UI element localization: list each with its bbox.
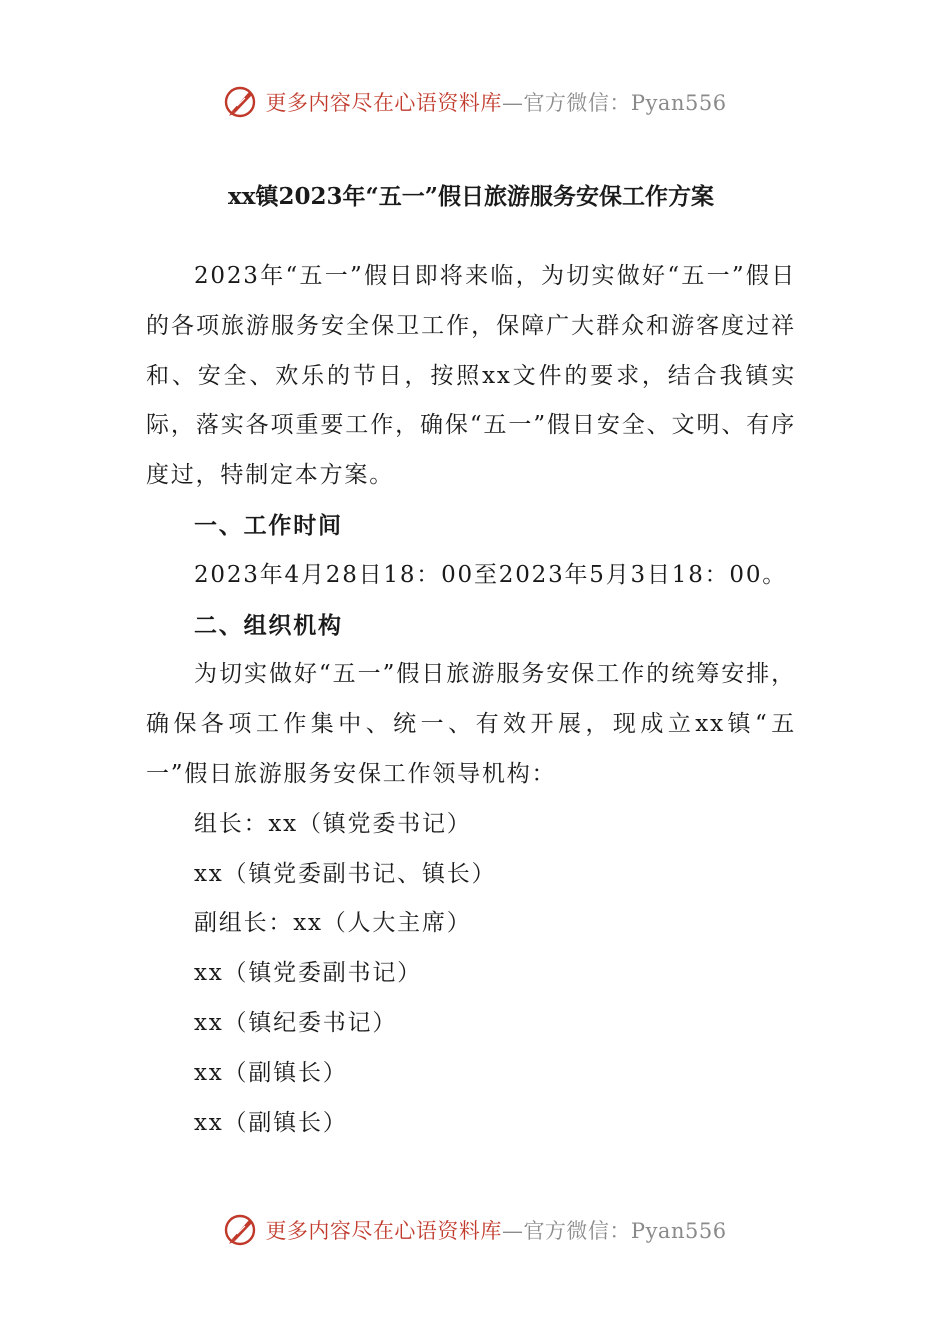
banner-text-red: 更多内容尽在心语资料库 [265,1219,502,1243]
member-line: 副组长：xx（人大主席） [194,910,472,937]
header-watermark-banner [0,84,950,120]
member-line: xx（镇党委副书记） [194,960,422,987]
quill-pen-logo-icon [223,1212,259,1248]
member-line: xx（镇党委副书记、镇长） [194,860,497,887]
intro-paragraph: 2023年“五一”假日即将来临，为切实做好“五一”假日的各项旅游服务安全保卫工作，保障广大群众和游客度过祥和、安全、欢乐的节日，按照xx文件的要求，结合我镇实际，落实各项重要工作，确保“五一”假日安全、文明、有序度过，特制定本方案。 [146,263,796,489]
section1-heading: 一、工作时间 [194,511,343,539]
banner-text [265,87,726,117]
document-title: xx镇2023年“五一”假日旅游服务安保工作方案 [228,183,714,210]
quill-pen-logo-icon [223,84,259,120]
member-line: 组长：xx（镇党委书记） [194,810,472,837]
document-body [146,172,796,1148]
banner-text-gray: —官方微信：Pyan556 [501,91,727,115]
member-line: xx（副镇长） [194,1059,348,1086]
banner-text-red: 更多内容尽在心语资料库 [265,91,502,115]
member-line: xx（副镇长） [194,1109,348,1136]
section2-body: 为切实做好“五一”假日旅游服务安保工作的统筹安排，确保各项工作集中、统一、有效开展，现成立xx镇“五一”假日旅游服务安保工作领导机构： [146,661,796,787]
section1-body: 2023年4月28日18：00至2023年5月3日18：00。 [194,561,788,588]
banner-text-gray: —官方微信：Pyan556 [501,1219,727,1243]
footer-watermark-banner [0,1212,950,1248]
member-line: xx（镇纪委书记） [194,1009,398,1036]
section2-heading: 二、组织机构 [194,611,343,639]
banner-text [265,1215,726,1245]
